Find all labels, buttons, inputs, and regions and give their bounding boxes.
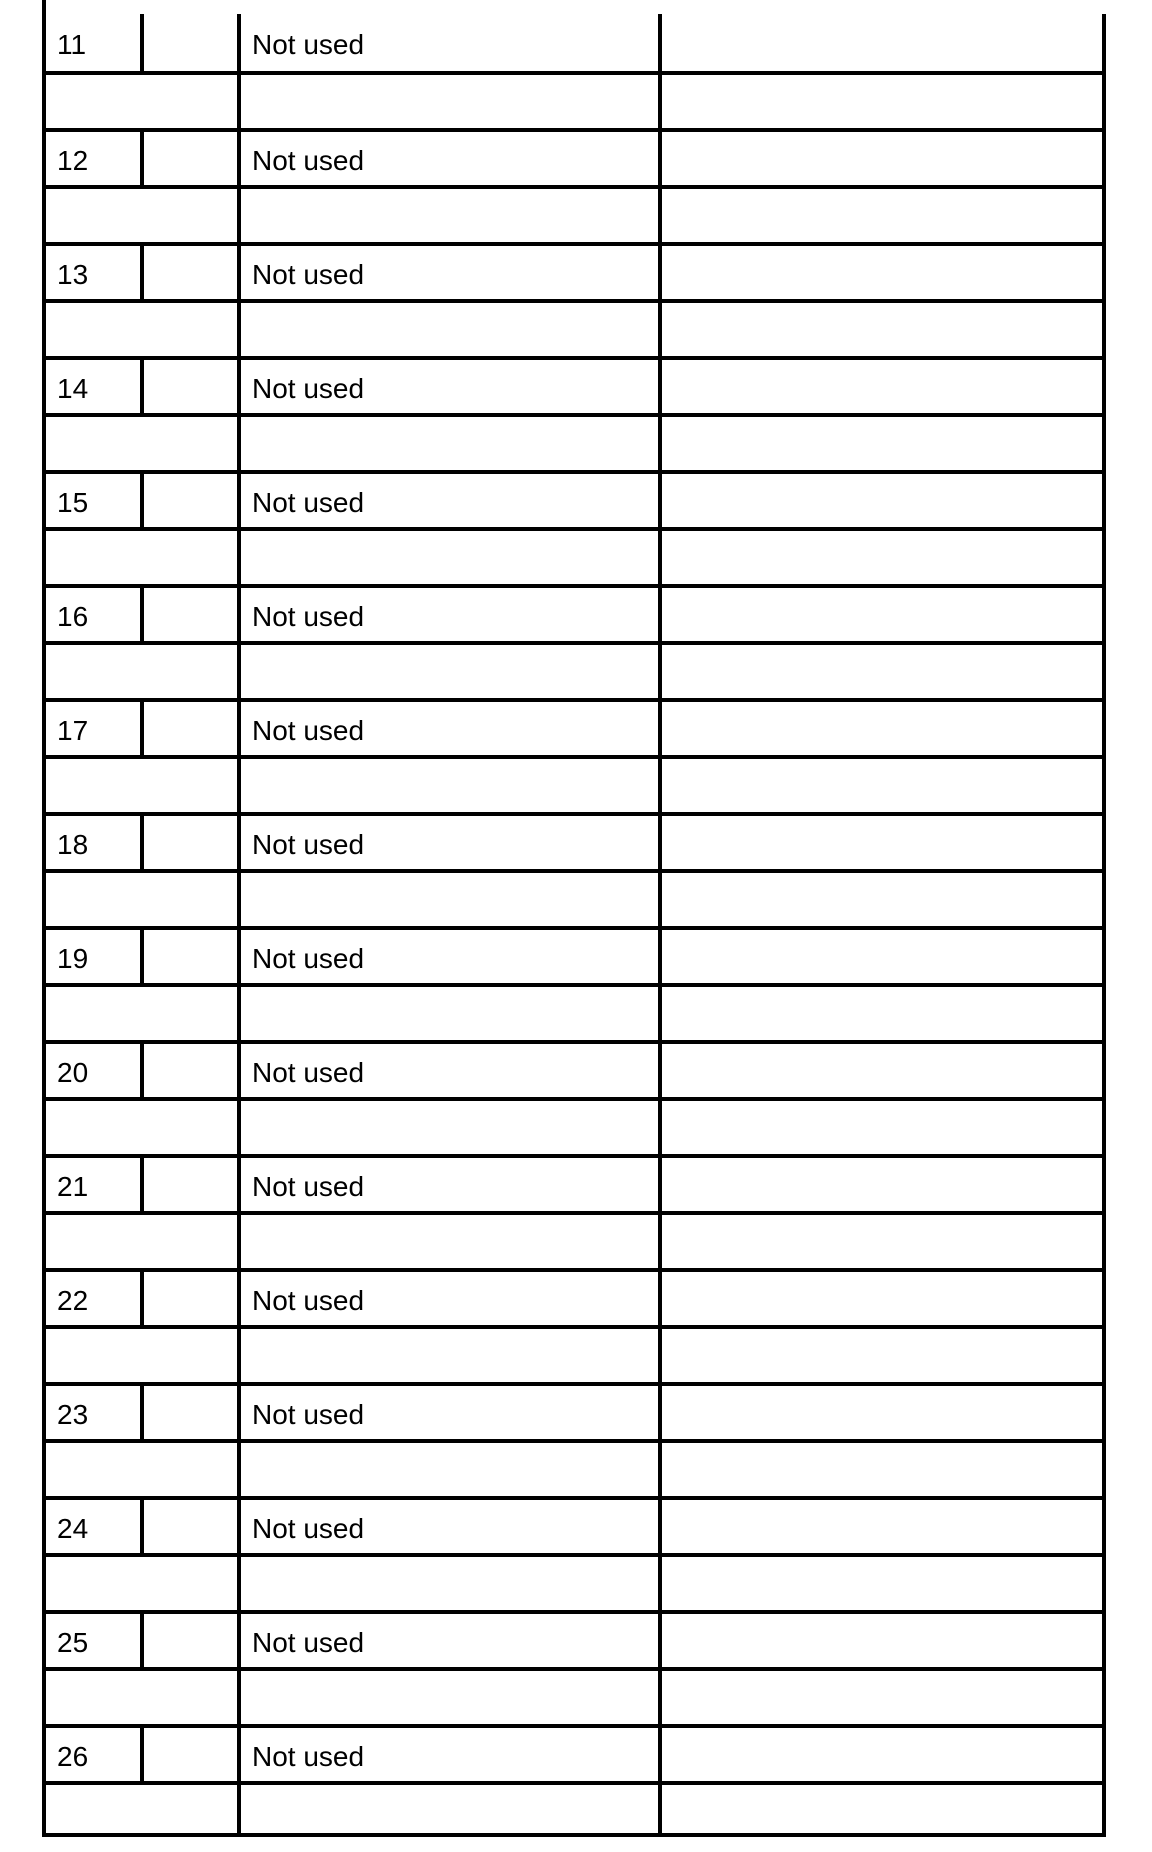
row-description: Not used — [252, 1057, 365, 1088]
row-number: 22 — [57, 1285, 89, 1316]
row-description: Not used — [252, 1285, 365, 1316]
row-number: 14 — [57, 373, 89, 404]
row-number: 12 — [57, 145, 89, 176]
row-number: 21 — [57, 1171, 89, 1202]
row-description: Not used — [252, 1741, 365, 1772]
row-description: Not used — [252, 1513, 365, 1544]
row-description: Not used — [252, 145, 365, 176]
row-description: Not used — [252, 1171, 365, 1202]
row-number: 15 — [57, 487, 89, 518]
row-number: 25 — [57, 1627, 89, 1658]
row-number: 18 — [57, 829, 89, 860]
row-number: 23 — [57, 1399, 89, 1430]
row-number: 13 — [57, 259, 89, 290]
row-number: 11 — [57, 29, 87, 60]
row-number: 24 — [57, 1513, 89, 1544]
row-number: 19 — [57, 943, 89, 974]
row-number: 17 — [57, 715, 89, 746]
row-description: Not used — [252, 829, 365, 860]
row-number: 20 — [57, 1057, 89, 1088]
row-description: Not used — [252, 601, 365, 632]
row-description: Not used — [252, 715, 365, 746]
row-number: 16 — [57, 601, 89, 632]
row-description: Not used — [252, 1399, 365, 1430]
row-description: Not used — [252, 487, 365, 518]
row-description: Not used — [252, 373, 365, 404]
row-description: Not used — [252, 259, 365, 290]
row-description: Not used — [252, 1627, 365, 1658]
row-number: 26 — [57, 1741, 89, 1772]
row-description: Not used — [252, 943, 365, 974]
row-description: Not used — [252, 29, 365, 60]
